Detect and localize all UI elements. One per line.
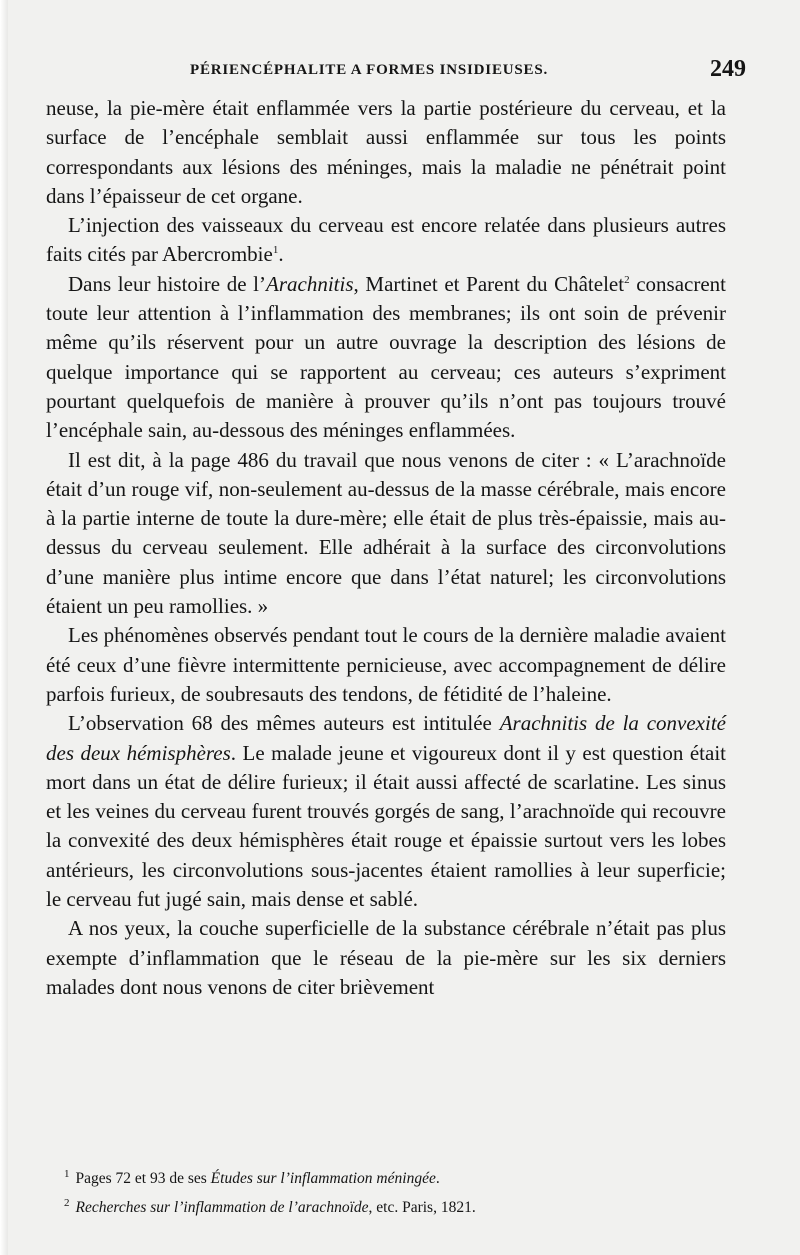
paragraph-6-italic: Arachnitis de la convexité des deux hémisphères <box>46 711 726 765</box>
paragraph-2-text: L’injection des vaisseaux du cerveau est encore relatée dans plusieurs autres faits cités par Abercrombie <box>46 213 726 267</box>
footnote-2-italic: Recherches sur l’inflammation de l’arachnoïde <box>75 1199 369 1217</box>
running-title: PÉRIENCÉPHALITE A FORMES INSIDIEUSES. <box>190 62 549 78</box>
paragraph-3-part-c: consacrent toute leur attention à l’inflammation des membranes; ils ont soin de prévenir même qu’ils réservent pour un autre ouvrage la description des lésions de quelque importance qui se rapportent au cerveau; ces auteurs s’expriment pourtant quelquefois de manière à prouver qu’ils n’ont pas toujours trouvé l’encéphale sain, au-dessous des méninges enflammées. <box>46 271 726 443</box>
footnotes <box>64 1162 724 1220</box>
paragraph-3-italic: Arachnitis <box>266 271 354 296</box>
paragraph-2-end: . <box>278 242 284 267</box>
footnote-1-marker: 1 <box>64 1168 70 1180</box>
paragraph-3-part-a: Dans leur histoire de l’ <box>68 271 267 296</box>
footnote-2-part-b: , etc. Paris, 1821. <box>368 1199 476 1217</box>
paragraph-6-part-b: . Le malade jeune et vigoureux dont il y est question était mort dans un état de délire furieux; il était aussi affecté de scarlatine. Les sinus et les veines du cerveau furent trouvés gorgés de sang, l’arachnoïde qui recouvre la convexité des deux hémisphères était rouge et épaissie surtout vers les lobes antérieurs, les circonvolutions sous-jacentes étaient ramollies à leur superficie; le cerveau fut jugé sain, mais dense et sablé. <box>46 740 726 912</box>
paragraph-3-part-b: , Martinet et Parent du Châtelet <box>353 271 625 296</box>
footnote-ref-1: 1 <box>272 244 279 257</box>
paragraph-4: Il est dit, à la page 486 du travail que nous venons de citer : « L’arachnoïde était d’un rouge vif, non-seulement au-dessus de la masse cérébrale, mais encore à la partie interne de toute la dure-mère; elle était de plus très-épaissie, mais au-dessus du cerveau seulement. Elle adhérait à la surface des circonvolutions d’une manière plus intime encore que dans l’état naturel; les circonvolutions étaient un peu ramollies. » <box>46 447 726 619</box>
paragraph-2 <box>46 211 726 270</box>
page-left-edge <box>0 0 8 1255</box>
paragraph-5: Les phénomènes observés pendant tout le cours de la dernière maladie avaient été ceux d’une fièvre intermittente pernicieuse, avec accompagnement de délire parfois furieux, de soubresauts des tendons, de fétidité de l’haleine. <box>46 623 726 706</box>
footnote-2 <box>64 1191 724 1220</box>
paragraph-1: neuse, la pie-mère était enflammée vers la partie postérieure du cerveau, et la surface de l’encéphale semblait aussi enflammée sur tous les points correspondants aux lésions des méninges, mais la maladie ne pénétrait point dans l’épaisseur de cet organe. <box>46 96 726 208</box>
paragraph-6 <box>46 709 726 914</box>
page-number: 249 <box>710 56 746 82</box>
main-text <box>46 94 726 1002</box>
footnote-1-part-a: Pages 72 et 93 de ses <box>75 1170 211 1188</box>
paragraph-3 <box>46 270 726 446</box>
footnote-ref-2: 2 <box>624 273 630 286</box>
footnote-1 <box>64 1162 724 1191</box>
footnote-2-marker: 2 <box>64 1197 70 1210</box>
page-header <box>46 56 752 90</box>
paragraph-6-part-a: L’observation 68 des mêmes auteurs est intitulée <box>68 711 500 736</box>
footnote-1-part-b: . <box>435 1170 440 1188</box>
paragraph-7: A nos yeux, la couche superficielle de la substance cérébrale n’était pas plus exempte d’inflammation que le réseau de la pie-mère sur les six derniers malades dont nous venons de citer brièvement <box>46 916 726 999</box>
footnote-1-italic: Études sur l’inflammation méningée <box>210 1170 436 1188</box>
